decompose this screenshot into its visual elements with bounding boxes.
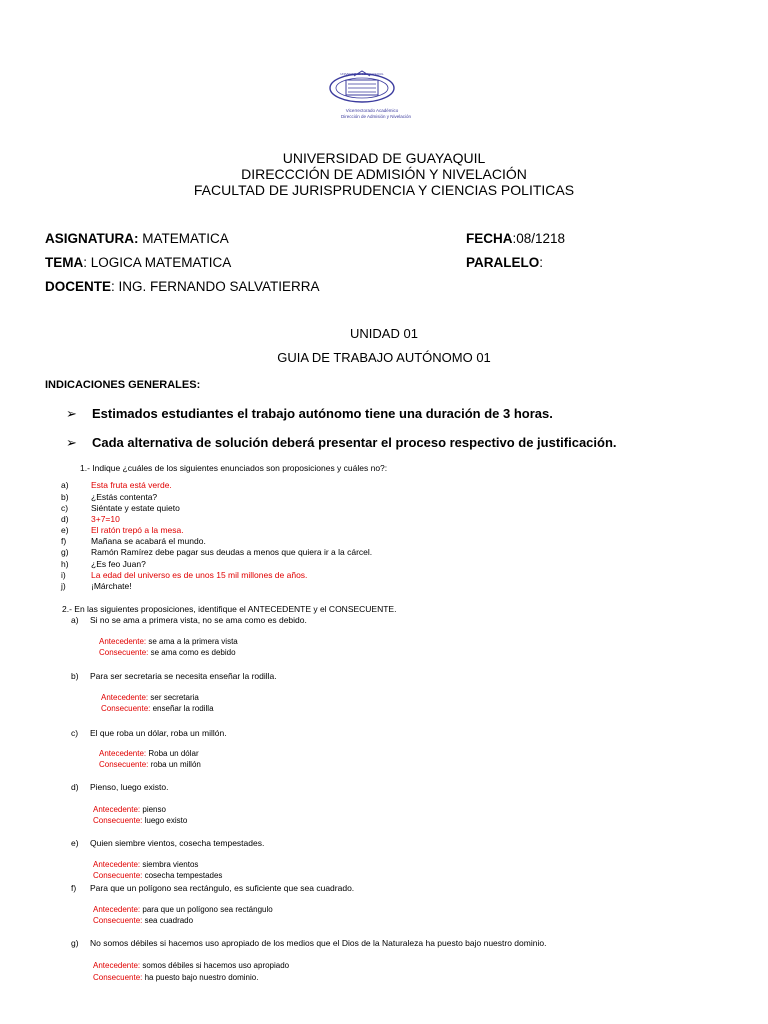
antecedente-value: ser secretaria bbox=[148, 693, 199, 702]
list-item bbox=[61, 547, 372, 557]
instruction-bullet-1 bbox=[66, 406, 553, 422]
antecedente-label: Antecedente: bbox=[99, 749, 147, 758]
field-tema bbox=[45, 255, 231, 270]
item-text: Mañana se acabará el mundo. bbox=[91, 536, 206, 546]
antecedente-row bbox=[99, 749, 199, 758]
antecedente-value: siembra vientos bbox=[140, 860, 199, 869]
antecedente-label: Antecedente: bbox=[93, 905, 141, 914]
consecuente-value: luego existo bbox=[142, 816, 188, 825]
field-fecha bbox=[466, 231, 565, 246]
item-letter: f) bbox=[71, 883, 77, 893]
consecuente-value: ha puesto bajo nuestro dominio. bbox=[142, 973, 259, 982]
consecuente-value: se ama como es debido bbox=[148, 648, 236, 657]
university-seal-icon bbox=[318, 64, 426, 126]
asignatura-value: MATEMATICA bbox=[138, 231, 229, 246]
consecuente-label: Consecuente: bbox=[93, 973, 143, 982]
item-text: El que roba un dólar, roba un millón. bbox=[90, 728, 227, 738]
item-text: Siéntate y estate quieto bbox=[91, 503, 180, 513]
logo-caption-1: Vicerrectorado Académico bbox=[345, 108, 399, 113]
list-item bbox=[61, 503, 180, 513]
list-item bbox=[61, 514, 120, 524]
item-letter: d) bbox=[71, 782, 79, 792]
item-text: Quien siembre vientos, cosecha tempestades. bbox=[90, 838, 265, 848]
paralelo-label: PARALELO bbox=[466, 255, 540, 270]
antecedente-row bbox=[93, 961, 289, 970]
item-letter: b) bbox=[71, 671, 79, 681]
antecedente-row bbox=[93, 860, 198, 869]
paralelo-value: : bbox=[539, 255, 544, 270]
antecedente-value: Roba un dólar bbox=[146, 749, 199, 758]
item-text: No somos débiles si hacemos uso apropiado de los medios que el Dios de la Naturaleza ha puesto bajo nuestro dominio. bbox=[90, 938, 547, 948]
consecuente-label: Consecuente: bbox=[93, 816, 143, 825]
logo-text: UNIVERSIDAD DE GUAYAQUIL bbox=[340, 72, 384, 76]
instruction-text-2: Cada alternativa de solución deberá presentar el proceso respectivo de justificación. bbox=[92, 435, 617, 450]
arrow-bullet-icon: ➢ bbox=[66, 406, 77, 421]
header-faculty: FACULTAD DE JURISPRUDENCIA Y CIENCIAS POLITICAS bbox=[193, 182, 575, 198]
consecuente-label: Consecuente: bbox=[99, 760, 149, 769]
antecedente-label: Antecedente: bbox=[99, 637, 147, 646]
item-text: Si no se ama a primera vista, no se ama como es debido. bbox=[90, 615, 307, 625]
antecedente-row bbox=[93, 805, 166, 814]
instructions-heading: INDICACIONES GENERALES: bbox=[45, 379, 201, 391]
header-university: UNIVERSIDAD DE GUAYAQUIL bbox=[282, 150, 486, 166]
docente-label: DOCENTE bbox=[45, 279, 112, 294]
asignatura-label: ASIGNATURA: bbox=[45, 231, 139, 246]
unit-subtitle: GUIA DE TRABAJO AUTÓNOMO 01 bbox=[277, 350, 491, 365]
antecedente-value: se ama a la primera vista bbox=[146, 637, 238, 646]
item-letter: a) bbox=[71, 615, 79, 625]
consecuente-row bbox=[99, 760, 201, 769]
antecedente-value: para que un polígono sea rectángulo bbox=[140, 905, 273, 914]
consecuente-row bbox=[93, 871, 222, 880]
fecha-label: FECHA bbox=[466, 231, 513, 246]
consecuente-row bbox=[93, 973, 258, 982]
docente-value: : ING. FERNANDO SALVATIERRA bbox=[111, 279, 320, 294]
antecedente-label: Antecedente: bbox=[93, 860, 141, 869]
unit-title: UNIDAD 01 bbox=[350, 326, 418, 341]
antecedente-row bbox=[101, 693, 199, 702]
item-text: ¿Estás contenta? bbox=[91, 492, 158, 502]
proposition-item bbox=[71, 938, 546, 948]
consecuente-row bbox=[93, 816, 187, 825]
item-text: 3+7=10 bbox=[91, 514, 120, 524]
list-item bbox=[61, 525, 184, 535]
logo-caption-2: Dirección de Admisión y Nivelación bbox=[340, 114, 412, 119]
antecedente-label: Antecedente: bbox=[101, 693, 149, 702]
list-item bbox=[61, 480, 172, 490]
item-letter: i) bbox=[61, 570, 66, 580]
item-letter: c) bbox=[71, 728, 79, 738]
consecuente-value: cosecha tempestades bbox=[142, 871, 223, 880]
item-letter: g) bbox=[61, 547, 69, 557]
list-item bbox=[61, 581, 132, 591]
item-letter: d) bbox=[61, 514, 69, 524]
proposition-item bbox=[71, 782, 168, 792]
consecuente-label: Consecuente: bbox=[93, 916, 143, 925]
proposition-item bbox=[71, 615, 307, 625]
question-2-prompt: 2.- En las siguientes proposiciones, identifique el ANTECEDENTE y el CONSECUENTE. bbox=[62, 604, 397, 614]
item-letter: c) bbox=[61, 503, 69, 513]
consecuente-label: Consecuente: bbox=[99, 648, 149, 657]
consecuente-label: Consecuente: bbox=[93, 871, 143, 880]
antecedente-label: Antecedente: bbox=[93, 805, 141, 814]
consecuente-value: sea cuadrado bbox=[142, 916, 194, 925]
list-item bbox=[61, 570, 307, 580]
item-text: Para que un polígono sea rectángulo, es suficiente que sea cuadrado. bbox=[90, 883, 355, 893]
antecedente-label: Antecedente: bbox=[93, 961, 141, 970]
tema-value: : LOGICA MATEMATICA bbox=[83, 255, 232, 270]
antecedente-value: somos débiles si hacemos uso apropiado bbox=[140, 961, 290, 970]
antecedente-row bbox=[93, 905, 273, 914]
item-text: Para ser secretaria se necesita enseñar la rodilla. bbox=[90, 671, 277, 681]
item-text: Ramón Ramírez debe pagar sus deudas a menos que quiera ir a la cárcel. bbox=[91, 547, 373, 557]
item-letter: j) bbox=[61, 581, 66, 591]
proposition-item bbox=[71, 883, 354, 893]
header-direction: DIRECCCIÓN DE ADMISIÓN Y NIVELACIÓN bbox=[241, 166, 527, 182]
arrow-bullet-icon: ➢ bbox=[66, 435, 77, 450]
consecuente-row bbox=[99, 648, 236, 657]
item-text: El ratón trepó a la mesa. bbox=[91, 525, 184, 535]
consecuente-value: enseñar la rodilla bbox=[150, 704, 214, 713]
proposition-item bbox=[71, 728, 227, 738]
item-text: Esta fruta está verde. bbox=[91, 480, 172, 490]
field-asignatura bbox=[45, 231, 229, 246]
item-letter: g) bbox=[71, 938, 79, 948]
field-paralelo bbox=[466, 255, 543, 270]
item-letter: a) bbox=[61, 480, 69, 490]
consecuente-row bbox=[93, 916, 193, 925]
instruction-text-1: Estimados estudiantes el trabajo autónomo tiene una duración de 3 horas. bbox=[92, 406, 553, 421]
field-docente bbox=[45, 279, 320, 294]
item-letter: f) bbox=[61, 536, 67, 546]
proposition-item bbox=[71, 838, 264, 848]
item-text: ¿Es feo Juan? bbox=[91, 559, 146, 569]
consecuente-label: Consecuente: bbox=[101, 704, 151, 713]
item-text: La edad del universo es de unos 15 mil millones de años. bbox=[91, 570, 308, 580]
item-letter: b) bbox=[61, 492, 69, 502]
consecuente-value: roba un millón bbox=[148, 760, 201, 769]
list-item bbox=[61, 492, 157, 502]
university-logo bbox=[318, 64, 426, 126]
proposition-item bbox=[71, 671, 277, 681]
item-letter: e) bbox=[61, 525, 69, 535]
item-text: ¡Márchate! bbox=[91, 581, 132, 591]
list-item bbox=[61, 536, 206, 546]
antecedente-row bbox=[99, 637, 238, 646]
fecha-value: :08/1218 bbox=[512, 231, 566, 246]
list-item bbox=[61, 559, 146, 569]
instruction-bullet-2 bbox=[66, 435, 617, 451]
antecedente-value: pienso bbox=[140, 805, 166, 814]
item-letter: e) bbox=[71, 838, 79, 848]
item-text: Pienso, luego existo. bbox=[90, 782, 169, 792]
item-letter: h) bbox=[61, 559, 69, 569]
question-1-prompt: 1.- Indique ¿cuáles de los siguientes enunciados son proposiciones y cuáles no?: bbox=[80, 463, 388, 473]
tema-label: TEMA bbox=[45, 255, 84, 270]
consecuente-row bbox=[101, 704, 214, 713]
